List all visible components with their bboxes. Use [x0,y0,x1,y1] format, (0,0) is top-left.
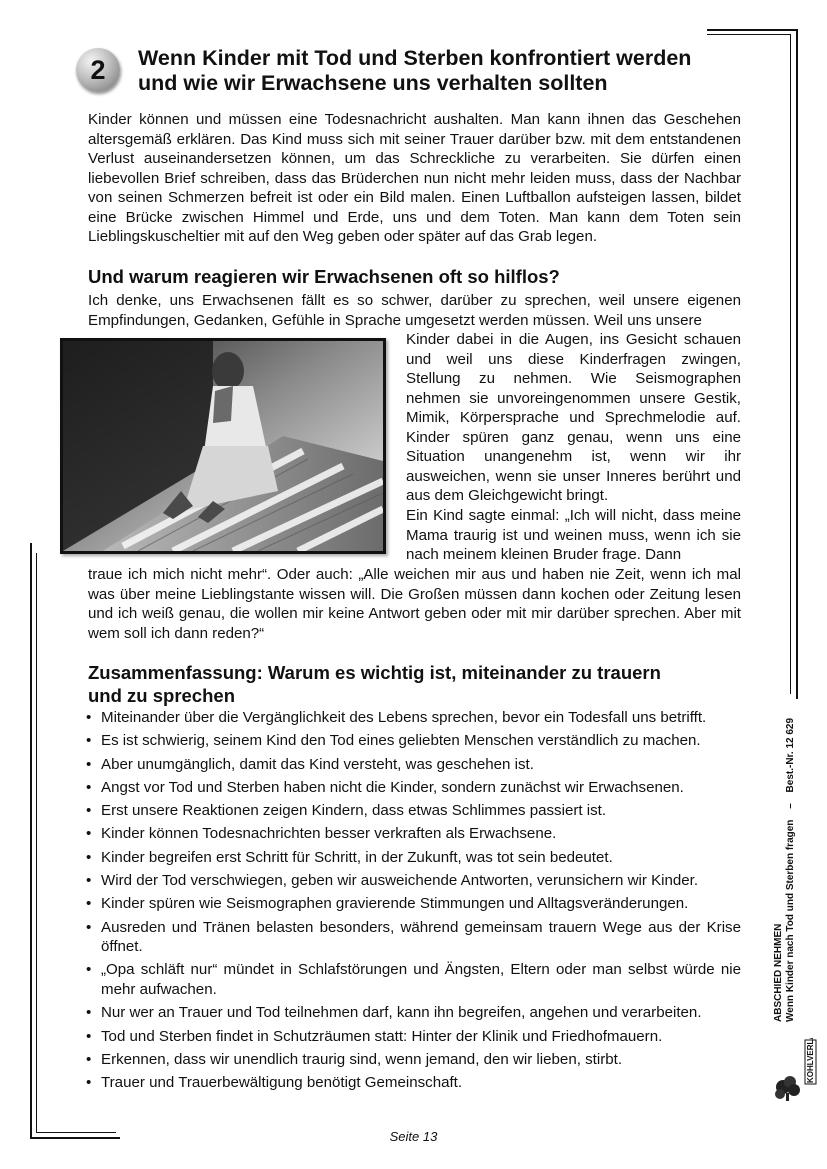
list-item [86,731,741,751]
bullet-icon: • [86,755,92,773]
title-line-2: und wie wir Erwachsene uns verhalten sollten [138,71,608,95]
photo-illustration [63,341,383,551]
intro-paragraph: Kinder können und müssen eine Todesnachricht aushalten. Man kann ihnen das Geschehen altersgemäß erklären. Das Kind muss sich mit seiner Trauer darüber bzw. mit dem entstandenen Verlust auseinandersetzen können, um das Schreckliche zu verarbeiten. Sie dürfen einen liebevollen Brief schreiben, dass das Brüderchen nun nicht mehr leiden muss, dass der Nachbar von seinen Schmerzen befreit ist oder ein Bild malen. Einen Luftballon aufsteigen lassen, bildet eine Brücke zwischen Himmel und Erde, uns und dem Toten. Man kann dem Toten sein Lieblingskuscheltier mit auf den Weg geben oder später auf das Grab legen. [88,111,741,245]
list-item [86,918,741,957]
list-item-text: Kinder spüren wie Seismographen gravierende Stimmungen und Alltagsveränderungen. [101,895,689,913]
list-item-text: Angst vor Tod und Sterben haben nicht die Kinder, sondern zunächst wir Erwachsenen. [101,778,684,796]
publisher-name: KOHLVERLAG [806,1038,815,1083]
frame-left-line-inner [36,553,37,1133]
bullet-icon: • [86,802,92,820]
title-line-1: Wenn Kinder mit Tod und Sterben konfrontiert werden [138,46,692,70]
list-item-text: Kinder können Todesnachrichten besser verkraften als Erwachsene. [101,825,557,843]
list-item-text: Nur wer an Trauer und Tod teilnehmen darf, kann ihn begreifen, angehen und verarbeiten. [101,1004,702,1022]
list-item [86,708,741,728]
bullet-icon: • [86,1050,92,1068]
list-item-text: Erkennen, dass wir unendlich traurig sind, wenn jemand, den wir lieben, stirbt. [101,1050,623,1068]
bullet-icon: • [86,732,92,750]
list-item-text: „Opa schläft nur“ mündet in Schlafstörungen und Ängsten, Eltern oder man selbst würde nie mehr aufwachen. [101,961,741,998]
bullet-icon: • [86,1004,92,1022]
hilflos-paragraph-side: Kinder dabei in die Augen, ins Gesicht schauen und weil uns diese Kinderfragen zwingen, Stellung zu nehmen. Wie Seismographen nehmen sie unvoreingenommen unsere Gestik, Mimik, Körpersprache und Sprechmelodie auf. Kinder spüren ganz genau, wenn uns eine Situation unangenehm ist, wenn wir ihr ausweichen, wenn sie unser Inneres berührt und aus dem Gleichgewicht bringt. [406,331,741,504]
bullet-icon: • [86,918,92,936]
summary-heading-line-1: Zusammenfassung: Warum es wichtig ist, miteinander zu trauern [88,662,661,683]
side-subtitle-row [785,692,797,1022]
summary-heading-line-2: und zu sprechen [88,685,235,706]
bullet-icon: • [86,961,92,979]
list-item [86,871,741,891]
tree-logo-icon [774,1038,818,1102]
hilflos-paragraph-top: Ich denke, uns Erwachsenen fällt es so schwer, darüber zu sprechen, weil unsere eigenen Empfindungen, Gedanken, Gefühle in Sprache umgesetzt werden müssen. Weil uns unsere [88,292,741,329]
photo-man-on-stairs [60,338,386,554]
list-item [86,848,741,868]
summary-list [86,708,741,1096]
list-item-text: Ausreden und Tränen belasten besonders, während gemeinsam trauern Wege aus der Krise öffnet. [101,918,741,956]
frame-top-line [707,29,797,31]
list-item-text: Es ist schwierig, seinem Kind den Tod eines geliebten Menschen verständlich zu machen. [101,732,701,750]
list-item [86,1027,741,1047]
bullet-icon: • [86,709,92,726]
list-item-text: Miteinander über die Vergänglichkeit des Lebens sprechen, bevor ein Todesfall uns betrifft. [101,709,707,726]
publisher-logo [774,1038,818,1102]
list-item [86,960,741,999]
bullet-icon: • [86,778,92,796]
side-separator: – [785,803,796,809]
list-item-text: Wird der Tod verschwiegen, geben wir ausweichende Antworten, verunsichern wir Kinder. [101,872,699,890]
quote-paragraph-side: Ein Kind sagte einmal: „Ich will nicht, dass meine Mama traurig ist und weinen muss, wenn ich sie nach meinem kleinen Bruder frage. Dann [406,507,741,563]
side-subtitle: Wenn Kinder nach Tod und Sterben fragen [785,819,796,1022]
list-item [86,1073,741,1093]
side-imprint [773,692,797,1022]
side-title: ABSCHIED NEHMEN [773,923,784,1022]
frame-right-line-inner [790,34,791,694]
frame-right-line [796,29,798,699]
heading-hilflos: Und warum reagieren wir Erwachsenen oft so hilflos? [88,266,560,287]
bullet-icon: • [86,1027,92,1045]
bullet-icon: • [86,895,92,913]
frame-top-line-inner [707,34,791,35]
list-item-text: Trauer und Trauerbewältigung benötigt Gemeinschaft. [101,1074,463,1092]
summary-heading [88,661,743,707]
list-item [86,801,741,821]
frame-left-line [30,543,32,1139]
list-item-text: Kinder begreifen erst Schritt für Schritt, in der Zukunft, was tot sein bedeutet. [101,848,613,866]
bullet-icon: • [86,825,92,843]
list-item-text: Tod und Sterben findet in Schutzräumen statt: Hinter der Klinik und Friedhofmauern. [101,1027,663,1045]
quote-paragraph-bottom: traue ich mich nicht mehr“. Oder auch: „Alle weichen mir aus und haben nie Zeit, wenn ich mal was über meine Lieblingstante wissen will. Die Großen müssen dann kochen oder Zeitung lesen und ich weiß genau, die wollen mir keine Antwort geben oder mit mir darüber sprechen. Aber mit wem soll ich dann reden?“ [88,566,741,642]
section-number-badge: 2 [76,48,120,92]
list-item-text: Erst unsere Reaktionen zeigen Kindern, dass etwas Schlimmes passiert ist. [101,802,607,820]
bullet-icon: • [86,1074,92,1092]
bullet-icon: • [86,848,92,866]
list-item [86,894,741,914]
list-item-text: Aber unumgänglich, damit das Kind versteht, was geschehen ist. [101,755,534,773]
list-item [86,755,741,775]
page-number: Seite 13 [389,1129,438,1144]
bullet-icon: • [86,872,92,890]
list-item [86,1050,741,1070]
list-item [86,1003,741,1023]
list-item [86,824,741,844]
side-order-number: Best.-Nr. 12 629 [785,717,796,793]
list-item [86,778,741,798]
page-title [138,46,738,96]
